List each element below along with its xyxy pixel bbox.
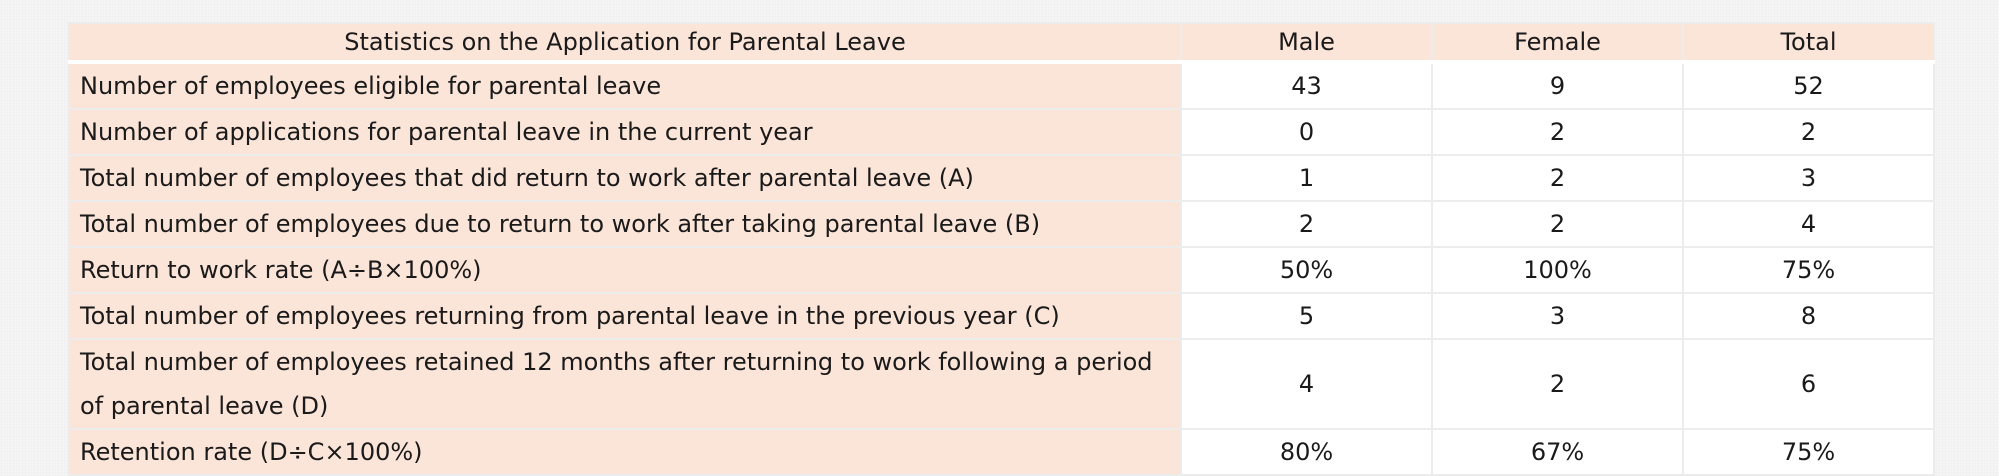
row-label: Return to work rate (A÷B×100%) [69,247,1181,293]
cell-male: 80% [1181,429,1432,475]
cell-total: 6 [1683,339,1934,429]
cell-total: 75% [1683,429,1934,475]
cell-male: 4 [1181,339,1432,429]
parental-leave-statistics-table [68,22,1935,476]
row-label: Number of applications for parental leave in the current year [69,109,1181,155]
cell-female: 2 [1432,339,1683,429]
cell-male: 5 [1181,293,1432,339]
header-total: Total [1683,23,1934,62]
cell-female: 9 [1432,62,1683,109]
cell-male: 50% [1181,247,1432,293]
cell-female: 2 [1432,155,1683,201]
parental-leave-table-container [68,22,1933,476]
table-row [69,155,1934,201]
cell-female: 2 [1432,109,1683,155]
row-label: Total number of employees due to return to work after taking parental leave (B) [69,201,1181,247]
table-row [69,339,1934,429]
cell-male: 43 [1181,62,1432,109]
cell-female: 100% [1432,247,1683,293]
table-row [69,247,1934,293]
row-label: Total number of employees retained 12 months after returning to work following a period of parental leave (D) [69,339,1181,429]
table-row [69,62,1934,109]
table-row [69,109,1934,155]
table-row [69,429,1934,475]
cell-total: 52 [1683,62,1934,109]
cell-male: 0 [1181,109,1432,155]
table-row [69,201,1934,247]
header-female: Female [1432,23,1683,62]
row-label: Total number of employees returning from parental leave in the previous year (C) [69,293,1181,339]
cell-total: 3 [1683,155,1934,201]
cell-female: 2 [1432,201,1683,247]
header-statistics: Statistics on the Application for Parental Leave [69,23,1181,62]
cell-female: 67% [1432,429,1683,475]
cell-total: 2 [1683,109,1934,155]
row-label: Number of employees eligible for parental leave [69,62,1181,109]
cell-total: 75% [1683,247,1934,293]
cell-male: 1 [1181,155,1432,201]
table-row [69,293,1934,339]
table-header-row [69,23,1934,62]
header-male: Male [1181,23,1432,62]
row-label: Retention rate (D÷C×100%) [69,429,1181,475]
cell-female: 3 [1432,293,1683,339]
row-label: Total number of employees that did return to work after parental leave (A) [69,155,1181,201]
cell-total: 4 [1683,201,1934,247]
cell-total: 8 [1683,293,1934,339]
cell-male: 2 [1181,201,1432,247]
